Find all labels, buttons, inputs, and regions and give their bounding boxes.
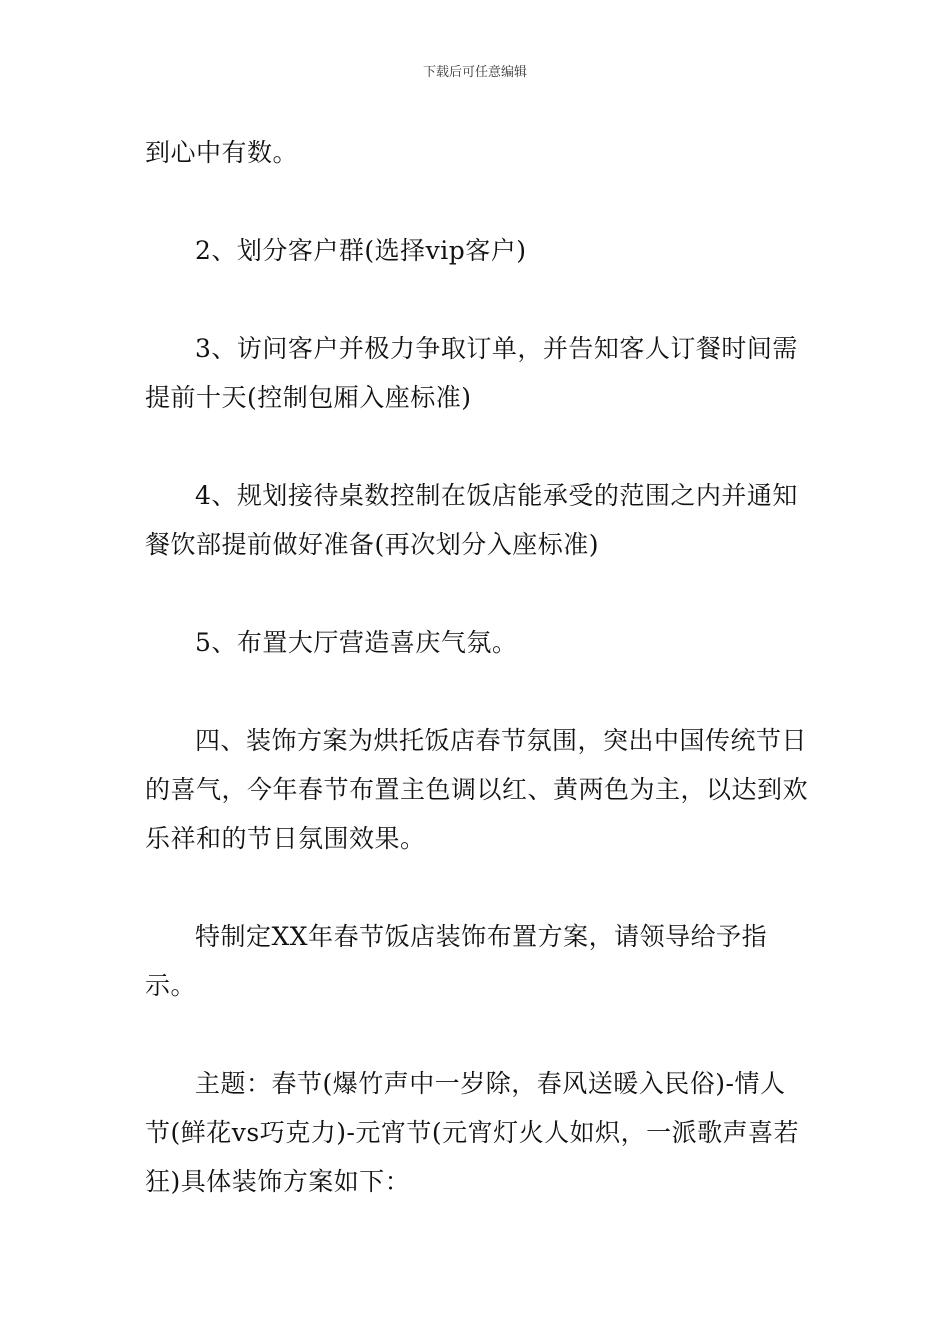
paragraph-gap (145, 275, 810, 324)
paragraph-6: 四、装饰方案为烘托饭店春节氛围，突出中国传统节日的喜气，今年春节布置主色调以红、黄两色为主，以达到欢乐祥和的节日氛围效果。 (145, 726, 809, 853)
paragraph-1: 到心中有数。 (145, 138, 299, 167)
paragraph-gap (145, 667, 810, 716)
paragraph-5: 5、布置大厅营造喜庆气氛。 (195, 628, 518, 657)
paragraph-gap (145, 1010, 810, 1059)
paragraph-8: 主题：春节(爆竹声中一岁除，春风送暖入民俗)-情人节(鲜花vs巧克力)-元宵节(元宵灯火人如炽，一派歌声喜若狂)具体装饰方案如下： (145, 1069, 800, 1196)
paragraph-7: 特制定XX年春节饭店装饰布置方案，请领导给予指示。 (145, 922, 768, 1000)
paragraph-gap (145, 422, 810, 471)
paragraph-gap (145, 569, 810, 618)
page-header: 下载后可任意编辑 (422, 65, 527, 80)
paragraph-3: 3、访问客户并极力争取订单，并告知客人订餐时间需提前十天(控制包厢入座标准) (145, 334, 798, 412)
paragraph-gap (145, 863, 810, 912)
document-body (145, 128, 810, 1206)
paragraph-4: 4、规划接待桌数控制在饭店能承受的范围之内并通知餐饮部提前做好准备(再次划分入座标准) (145, 481, 798, 559)
paragraph-2: 2、划分客户群(选择vip客户) (195, 236, 527, 265)
paragraph-gap (145, 177, 810, 226)
